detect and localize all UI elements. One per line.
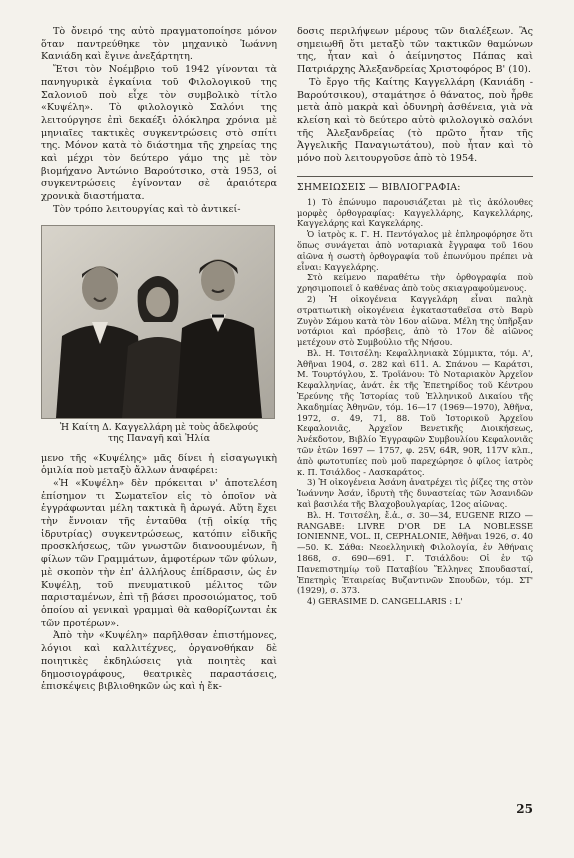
note-item: 4) GERASIME D. CANGELLARIS : L' [307,596,463,607]
notes-heading: ΣΗΜΕΙΩΣΕΙΣ — ΒΙΒΛΙΟΓΡΑΦΙΑ: [297,176,533,193]
family-photograph [41,225,275,419]
page-number: 25 [516,802,533,816]
left-column [41,26,277,694]
photo-caption [41,422,277,445]
paragraph: Ἀπὸ τὴν «Κυψέλη» παρῆλθσαν ἐπιστήμονες, λόγιοι καὶ καλλιτέχνες, ὀργανοθήκαν δὲ ποιητικὲς ἐκδηλώσεις γιὰ ποιητὲς καὶ δημοσιογράφους, θεατρικὲς παραστάσεις, ἐπισκέψεις βιβλιοθηκῶν ὡς καὶ ἡ ἔκ- [41,630,277,693]
paragraph: Τὸ ἔργο τῆς Καίτης Καγγελλάρη (Κανιάδη - Βαρούτσικου), σταμάτησε ὁ θάνατος, ποὺ ἦρθε μετὰ ἀπὸ μακρὰ καὶ ὀδυνηρὴ ἀσθένεια, γιὰ νὰ κλείση καὶ τὸ δεύτερο αὐτὸ φιλολογικὸ σαλόνι τῆς Ἀλεξανδρείας (τὸ πρῶτο ἦταν τῆς Ἀγγελικῆς Παναγιωτάτου), ποὺ ἦταν καὶ τὸ μόνο ποὺ λειτουργοῦσε ἀπὸ τὸ 1954. [297,76,533,165]
caption-line: της Παναγῆ καὶ Ἠλία [108,433,210,445]
note-item: 1) Τὸ ἐπώνυμο παρουσιάζεται μὲ τὶς ἀκόλουθες μορφὲς ὀρθογραφίας: Καγγελλάρης, Καγκελλάρης, Καγγελάρης καὶ Καγκελάρης. [297,196,533,229]
right-column [297,26,533,607]
note-item: Ὁ ἰατρὸς κ. Γ. Η. Πεντόγαλος μὲ ἐπληροφόρησε ὅτι ὅπως συνάγεται ἀπὸ νοταριακὰ ἔγγραφα τοῦ 16ου αἰῶνα ἡ σωστὴ ὀρθογραφία τοῦ ἐπωνύμου πρέπει νὰ εἶναι: Καγγελάρης. [297,229,533,272]
note-item: 2) Ἡ οἰκογένεια Καγγελάρη εἶναι παληὰ στρατιωτικὴ οἰκογένεια ἐγκατασταθεῖσα στὸ Βαρὺ Ζυγὸν Σάμου κατὰ τὸν 16ον αἰῶνα. Μέλη της ὑπῆρξαν νοτάριοι καὶ πρόσβεις, ἀπὸ τὸ 17ον δὲ αἰῶνος μετέχουν στὸ Συμβούλιο τῆς Νήσου. [297,293,533,348]
paragraph: δοσις περιλήψεων μέρους τῶν διαλέξεων. Ἂς σημειωθῆ ὅτι μεταξὺ τῶν τακτικῶν θαμώνων της, ἦταν καὶ ὁ ἀείμνηστος Πάπας καὶ Πατριάρχης Ἀλεξανδρείας Χριστοφόρος Β' (10). [297,26,533,76]
note-item: Στὸ κείμενο παραθέτω τὴν ὀρθογραφία ποὺ χρησιμοποιεῖ ὁ καθένας ἀπὸ τοὺς σκιαγραφούμενους. [297,272,533,294]
note-item: Βλ. Η. Τσιτσέλη, ἔ.ἀ., σ. 30—34, EUGENE RIZO — RANGABE: LIVRE D'OR DE LA NOBLESSE IONIENNE, VOL. II, CEPHALONIE, Ἀθῆναι 1926, σ. 40—50. Κ. Σάθα: Νεοελληνικὴ Φιλολογία, ἐν Ἀθήναις 1868, σ. 690—691. Γ. Τσιάλδου: Οἱ ἐν τῷ Πανεπιστημίῳ τοῦ Παταβίου Ἕλληνες Σπουδασταί, Ἐπετηρὶς Ἑταιρείας Βυζαντινῶν Σπουδῶν, τόμ. ΣΤ' (1929), σ. 373. [297,509,533,596]
note-item: 3) Ἡ οἰκογένεια Ἀσάνη ἀνατρέχει τὶς ῥίζες της στὸν Ἰωάννην Ἀσάν, ἱδρυτὴ τῆς δυναστείας τῶν Ἀσανιδῶν καὶ βασιλέα τῆς Βλαχοβουλγαρίας, 12ος αἰῶνας. [297,477,533,510]
paragraph: Τὸν τρόπο λειτουργίας καὶ τὸ ἀντικεί- [53,203,241,215]
caption-line: Ἡ Καίτη Δ. Καγγελλάρη μὲ τοὺς ἀδελφούς [59,421,259,433]
paragraph: Ἔτσι τὸν Νοέμβριο τοῦ 1942 γίνονται τὰ πανηγυρικὰ ἐγκαίνια τοῦ Φιλολογικοῦ της Σαλονιοῦ ποὺ εἶχε τὸν συμβολικὸ τίτλο «Κυψέλη». Τὸ φιλολογικὸ Σαλόνι της λειτούργησε ἐπὶ δεκαέξι ὁλόκληρα χρόνια μὲ μηνιαῖες τακτικὲς συγκεντρώσεις στὸ σπίτι της. Μόνον κατὰ τὸ διάστημα τῆς χηρείας της καὶ μέχρι τὸν δεύτερο γάμο της μὲ τὸν βιομήχανο Ἀντώνιο Βαρούτσικο, στὰ 1953, οἱ συγκεντρώσεις ἐγίνονταν σὲ ἀραιότερα χρονικὰ διαστήματα. [41,64,277,203]
quote-paragraph: «Ἡ «Κυψέλη» δὲν πρόκειται ν' ἀποτελέση ἐπίσημον τι Σωματεῖον εἰς τὸ ὁποῖον νὰ ἐγγράφωνται μέλη τακτικὰ ἢ ἀρωγά. Αὕτη ἔχει τὴν ἔννοιαν τῆς ἐνταῦθα (τῇ οἰκίᾳ τῆς ἱδρυτρίας) συγκεντρώσεως, κατόπιν εἰδικῆς προσκλήσεως, τῶν γνωστῶν διανοουμένων, ἢ φίλων τῶν Γραμμάτων, ἀμφοτέρων τῶν φύλων, μὲ σκοπὸν τὴν ἐπ' ἀλλήλους ἐπίδρασιν, ὡς ἐν Κυψέλῃ, τοῦ πνευματικοῦ μέλιτος τῶν παρισταμένων, ἐπὶ τῇ βάσει προσοιώματος, τοῦ ὁποίου αἱ γενικαὶ γραμμαὶ θὰ καθορίζωνται ἐκ τῶν προτέρων». [41,477,277,629]
photo-illustration [42,226,274,418]
note-item: Βλ. Η. Τσιτσέλη: Κεφαλληνιακὰ Σύμμικτα, τόμ. Α', Ἀθῆναι 1904, σ. 282 καὶ 611. Α. Σπάνου — Καράτσι, Μ. Τουρτόγλου, Σ. Τροϊάνου: Τὸ Νοταριακὸν Ἀρχεῖον Κεφαλληνίας, ἀνάτ. ἐκ τῆς Ἐπετηρίδος τοῦ Κέντρου Ἐρεύνης τῆς Ἱστορίας τοῦ Ἑλληνικοῦ Δικαίου τῆς Ἀκαδημίας Ἀθηνῶν, τόμ. 16—17 (1969—1970), Ἀθῆνα, 1972, σ. 49, 71, 88. Τοῦ Ἱστορικοῦ Ἀρχεῖου Κεφαλονιᾶς, Ἀρχεῖον Βενετικῆς Διοικήσεως, Ἀνέκδοτον, Βιβλίο Ἐγγραφῶν Συμβουλίου Κεφαλονιᾶς τῶν ἐτῶν 1697 — 1757, φ. 25V, 64R, 90R, 117V κλπ., ἀπὸ φωτοτυπίες ποὺ μοῦ παρεχώρησε ὁ φίλος ἰατρὸς κ. Π. Τσιάλδος - Λασκαράτος. [297,347,533,477]
paragraph: μενο τῆς «Κυψέλης» μᾶς δίνει ἡ εἰσαγωγικὴ ὁμιλία ποὺ μεταξὺ ἄλλων ἀναφέρει: [41,452,277,477]
paragraph: Τὸ ὄνειρό της αὐτὸ πραγματοποίησε μόνον ὅταν παντρεύθηκε τὸν μηχανικὸ Ἰωάννη Κανιάδη καὶ ἔγινε ἀνεξάρτητη. [41,26,277,63]
